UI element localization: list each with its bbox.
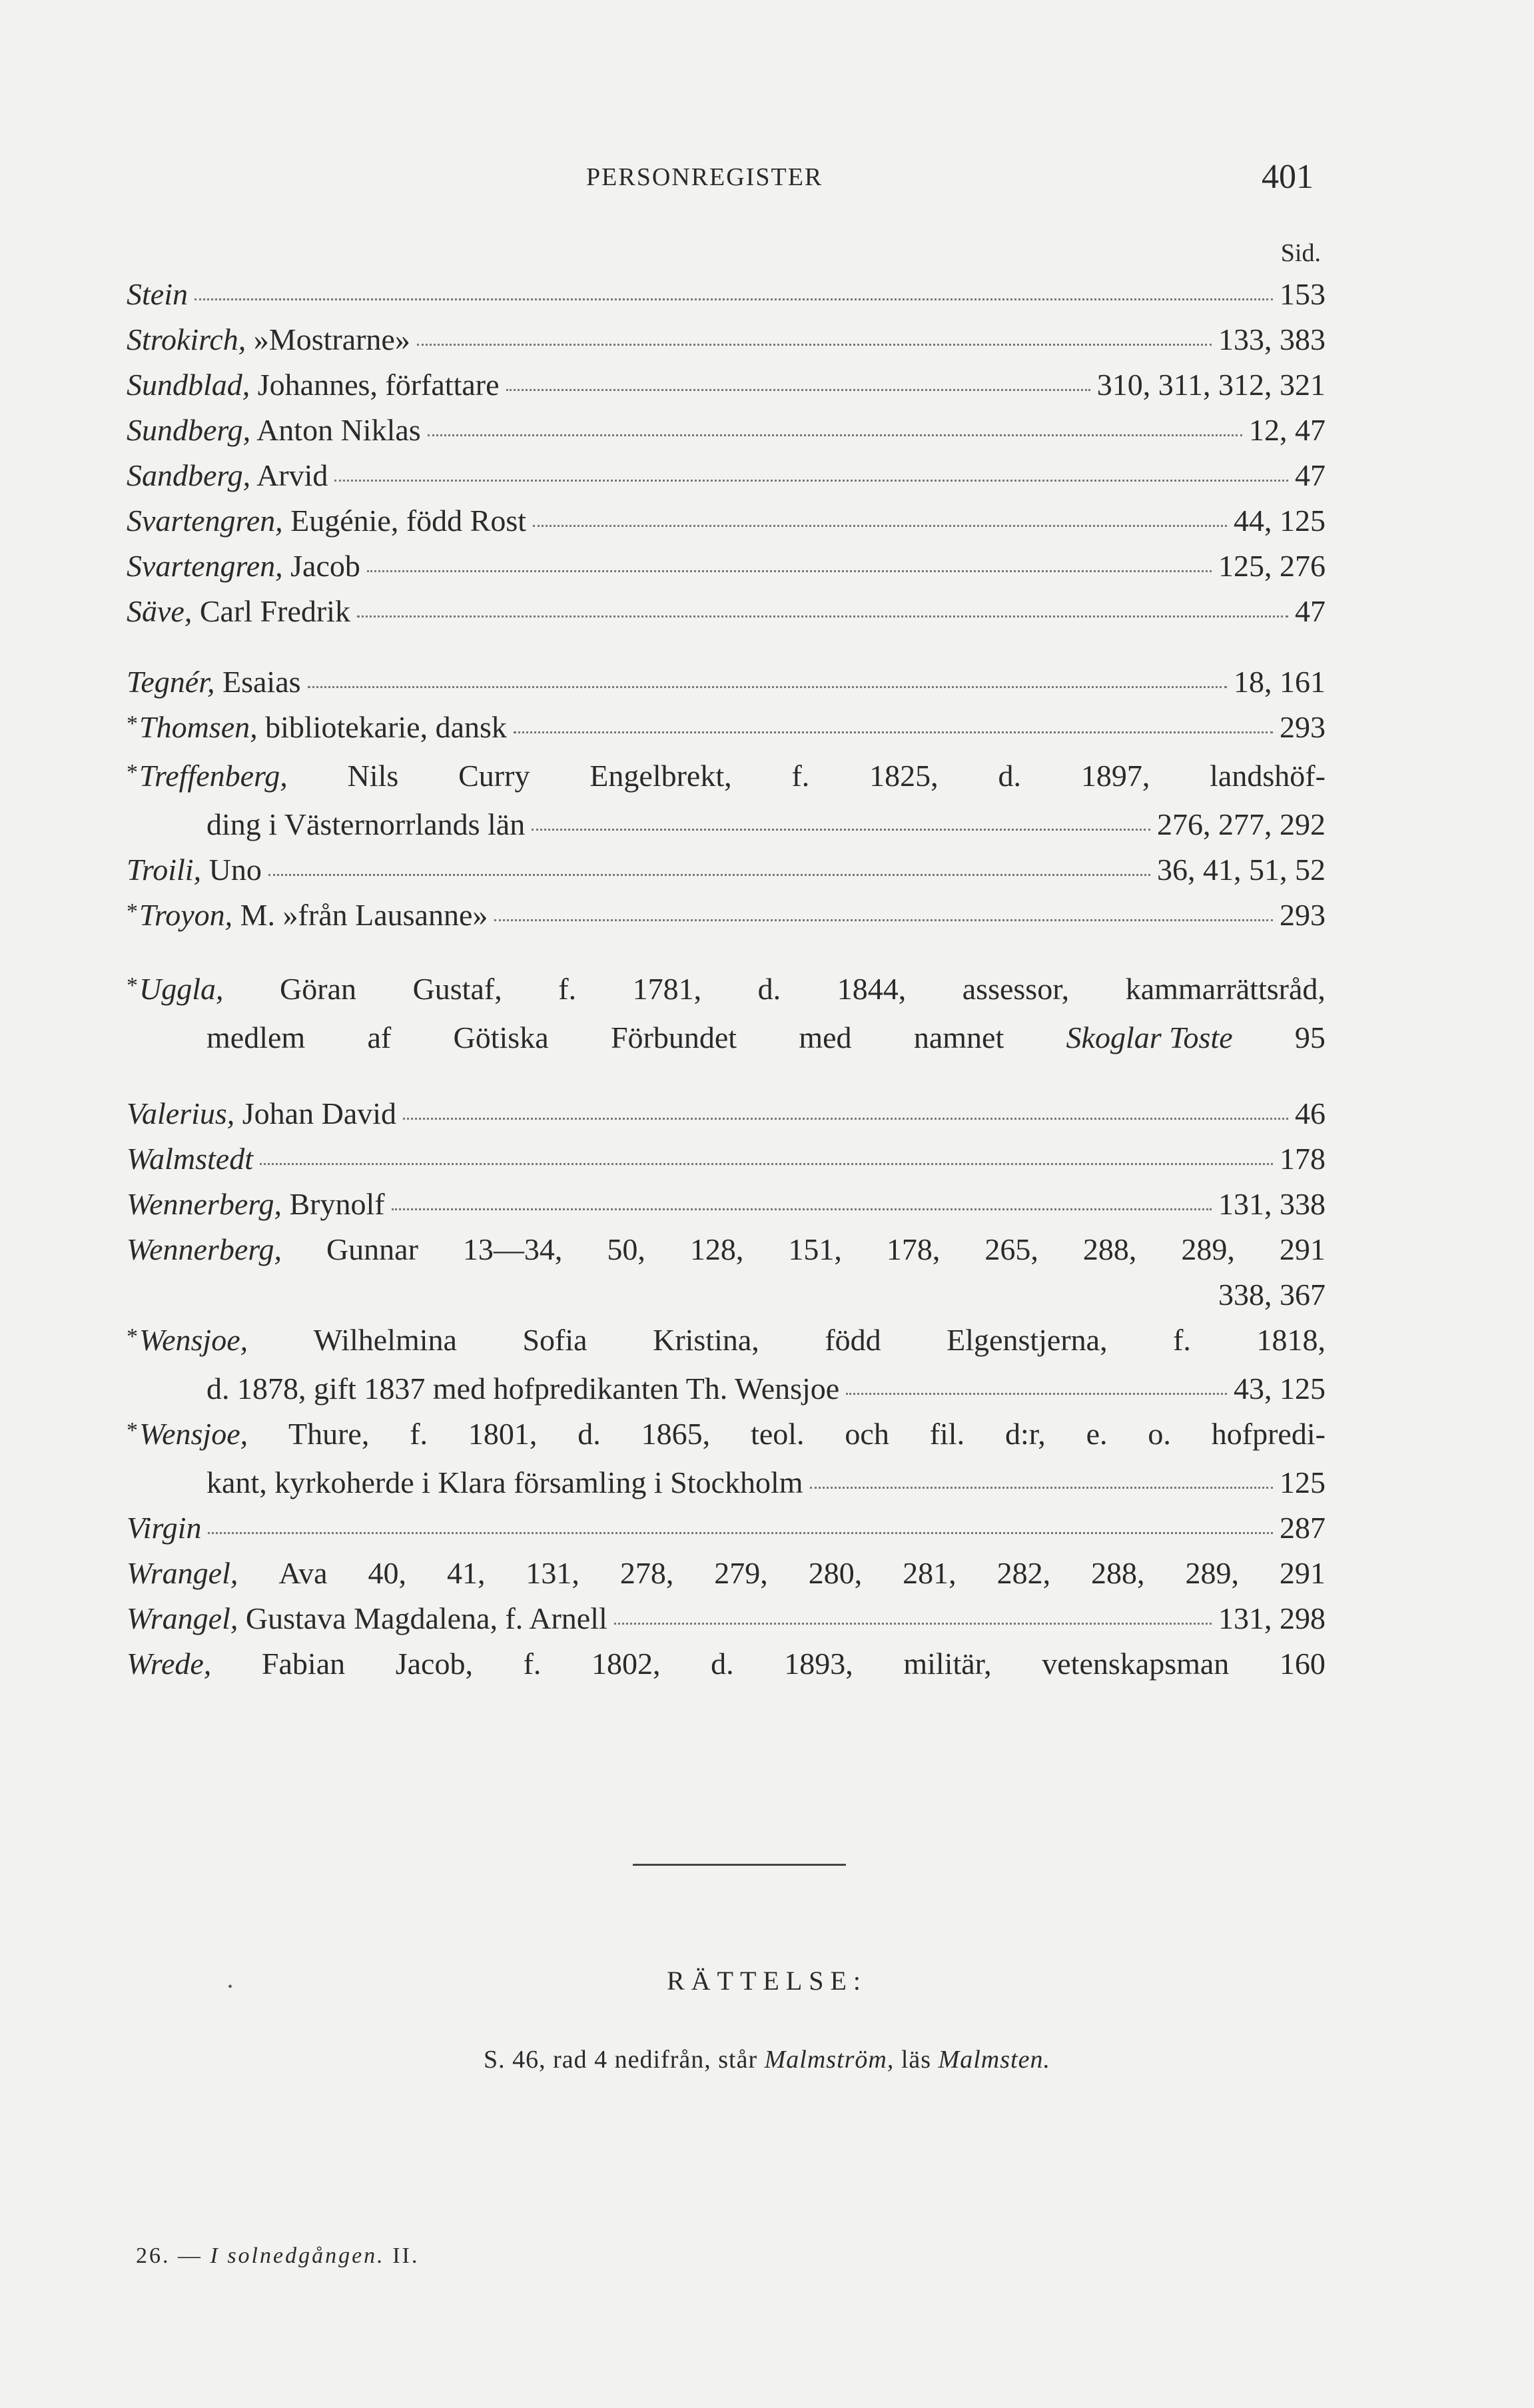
entry-word: 41, xyxy=(446,1556,486,1590)
entry-word: f. xyxy=(791,759,810,793)
entry-pages: 131, 298 xyxy=(1218,1601,1326,1635)
entry-name: Wennerberg, xyxy=(127,1232,282,1266)
sid-label: Sid. xyxy=(1280,239,1321,267)
index-entry xyxy=(127,967,1326,1060)
signature-footer xyxy=(136,2243,419,2269)
entry-pages: 18, 161 xyxy=(1234,665,1326,699)
entry-word: 291 xyxy=(1279,1232,1326,1266)
entry-word: 1818, xyxy=(1256,1323,1326,1357)
footer-book-title: I solnedgången. xyxy=(210,2243,385,2268)
index-entry xyxy=(127,1505,1326,1551)
entry-name: Wensjoe, xyxy=(139,1323,248,1357)
entry-word: d. xyxy=(577,1417,601,1451)
entry-line-justified xyxy=(127,1411,1326,1460)
entry-word: vetenskapsman xyxy=(1042,1647,1230,1681)
entry-name: Sandberg, xyxy=(127,458,251,492)
entry-desc: Eugénie, född Rost xyxy=(282,504,527,538)
entry-word: 13—34, xyxy=(462,1232,563,1266)
entry-pages: 131, 338 xyxy=(1218,1187,1326,1221)
entry-desc: Arvid xyxy=(250,458,328,492)
index-entry xyxy=(127,659,1326,705)
entry-pages: 338, 367 xyxy=(1218,1278,1326,1312)
entry-desc: Johannes, författare xyxy=(250,368,500,402)
entry-line-justified xyxy=(127,967,1326,1015)
errata-part: S. 46, rad 4 nedifrån, står xyxy=(484,2046,765,2074)
entry-name: Troili, xyxy=(127,853,202,887)
entry-word: o. xyxy=(1148,1417,1171,1451)
entry-word: Engelbrekt, xyxy=(589,759,732,793)
entry-pages: 276, 277, 292 xyxy=(1157,807,1326,841)
entry-name: Wennerberg, xyxy=(127,1187,282,1221)
entry-word: 282, xyxy=(996,1556,1051,1590)
entry-desc: Brynolf xyxy=(281,1187,385,1221)
entry-word: 280, xyxy=(808,1556,863,1590)
dot-leader xyxy=(846,1393,1227,1395)
entry-pages: 36, 41, 51, 52 xyxy=(1157,853,1326,887)
entry-pages: 125 xyxy=(1280,1465,1326,1499)
entry-name: Sundberg, xyxy=(127,413,251,447)
entry-italic-name: Skoglar Toste xyxy=(1066,1020,1233,1054)
entry-desc: kant, kyrkoherde i Klara församling i Stockholm xyxy=(206,1465,803,1499)
entry-name: Säve, xyxy=(127,594,192,628)
entry-word: 288, xyxy=(1082,1232,1137,1266)
entry-word: Gunnar xyxy=(326,1232,418,1266)
asterisk-mark: * xyxy=(127,760,138,785)
entry-desc: Gustava Magdalena, f. Arnell xyxy=(238,1601,607,1635)
entry-word: 40, xyxy=(368,1556,406,1590)
entry-name: Wrede, xyxy=(127,1647,212,1681)
entry-pages: 47 xyxy=(1295,458,1326,492)
entry-word: 160 xyxy=(1279,1647,1326,1681)
entry-pages: 293 xyxy=(1280,898,1326,932)
dot-leader xyxy=(357,615,1288,617)
errata-text xyxy=(0,2045,1534,2074)
entry-line-justified xyxy=(127,1318,1326,1366)
index-entry xyxy=(127,362,1326,408)
entry-word: d. xyxy=(998,759,1021,793)
dot-leader xyxy=(260,1163,1273,1165)
entry-line-justified xyxy=(127,753,1326,802)
entry-word: 1825, xyxy=(869,759,939,793)
entry-word: 288, xyxy=(1091,1556,1145,1590)
index-entry xyxy=(127,705,1326,753)
asterisk-mark: * xyxy=(127,1324,138,1349)
entry-pages: 310, 311, 312, 321 xyxy=(1096,368,1326,402)
entry-word: 131, xyxy=(526,1556,579,1590)
entry-name: Svartengren, xyxy=(127,549,283,583)
errata-wrong-word: Malmström, xyxy=(764,2046,895,2074)
entry-word: Fabian xyxy=(261,1647,346,1681)
entry-name: Svartengren, xyxy=(127,504,283,538)
entry-name: Troyon, xyxy=(139,898,233,932)
entry-word: 1781, xyxy=(632,972,702,1006)
entry-word: Ava xyxy=(278,1556,328,1590)
entry-name: Stein xyxy=(127,277,188,311)
dot-leader xyxy=(506,389,1090,391)
dot-leader xyxy=(268,874,1150,876)
dot-leader xyxy=(428,434,1242,436)
entry-pages: 153 xyxy=(1280,277,1326,311)
index-entry xyxy=(127,272,1326,317)
entry-word: teol. xyxy=(751,1417,805,1451)
entry-desc: M. »från Lausanne» xyxy=(232,898,488,932)
entry-word: Nils xyxy=(347,759,399,793)
entry-word: 151, xyxy=(788,1232,842,1266)
entry-word: Göran xyxy=(280,972,357,1006)
entry-word: med xyxy=(799,1020,852,1054)
asterisk-mark: * xyxy=(127,899,138,924)
entry-word: 1865, xyxy=(641,1417,711,1451)
dot-leader xyxy=(417,344,1212,346)
entry-word: Götiska xyxy=(453,1020,549,1054)
dot-leader xyxy=(392,1208,1212,1210)
index-entry xyxy=(127,544,1326,589)
entry-word: d. xyxy=(711,1647,734,1681)
asterisk-mark: * xyxy=(127,711,138,736)
entry-word: namnet xyxy=(913,1020,1004,1054)
entry-word: f. xyxy=(410,1417,428,1451)
entry-name: Thomsen, xyxy=(139,710,258,744)
entry-pages: 178 xyxy=(1280,1142,1326,1176)
index-entry xyxy=(127,1411,1326,1505)
entry-line-justified xyxy=(127,1641,1326,1687)
dot-leader xyxy=(208,1532,1273,1534)
entry-pages: 125, 276 xyxy=(1218,549,1326,583)
entry-pages: 46 xyxy=(1295,1096,1326,1130)
entry-name: Treffenberg, xyxy=(139,759,288,793)
entry-desc: bibliotekarie, dansk xyxy=(257,710,507,744)
entry-word: 128, xyxy=(689,1232,744,1266)
index-entry xyxy=(127,408,1326,453)
entry-desc: Jacob xyxy=(282,549,360,583)
dot-leader xyxy=(533,525,1227,527)
entry-word: 279, xyxy=(714,1556,768,1590)
dot-leader xyxy=(308,686,1227,688)
entry-word: Elgenstjerna, xyxy=(947,1323,1108,1357)
entry-word: f. xyxy=(1173,1323,1191,1357)
entry-word: 178, xyxy=(886,1232,941,1266)
entry-word: 289, xyxy=(1181,1232,1235,1266)
entry-name: Walmstedt xyxy=(127,1142,253,1176)
footer-volume: II. xyxy=(384,2243,420,2268)
entry-word: Thure, xyxy=(288,1417,370,1451)
index-entry xyxy=(127,847,1326,893)
entry-word: hofpredi- xyxy=(1211,1417,1326,1451)
entry-desc: Johan David xyxy=(234,1096,397,1130)
entry-word: Sofia xyxy=(522,1323,587,1357)
entry-word: Kristina, xyxy=(653,1323,759,1357)
entry-name: Tegnér, xyxy=(127,665,215,699)
entry-word: 1844, xyxy=(837,972,907,1006)
index-entry xyxy=(127,893,1326,941)
dot-mark: • xyxy=(228,1980,233,1994)
entry-desc: Carl Fredrik xyxy=(192,594,350,628)
entry-word: Förbundet xyxy=(610,1020,737,1054)
entry-word: landshöf- xyxy=(1210,759,1326,793)
page-header xyxy=(127,157,1326,197)
entry-name: Virgin xyxy=(127,1511,202,1545)
dot-leader xyxy=(367,570,1212,572)
dot-leader xyxy=(532,829,1150,831)
entry-desc: ding i Västernorrlands län xyxy=(206,807,526,841)
entry-word: militär, xyxy=(903,1647,992,1681)
entry-name: Valerius, xyxy=(127,1096,235,1130)
index-entry xyxy=(127,1227,1326,1318)
entry-word: Curry xyxy=(458,759,530,793)
index-entry xyxy=(127,1136,1326,1182)
index-entry xyxy=(127,1182,1326,1227)
entry-word: af xyxy=(367,1020,392,1054)
entry-desc: »Mostrarne» xyxy=(246,322,410,356)
entry-name: Sundblad, xyxy=(127,368,250,402)
entry-word: Wilhelmina xyxy=(313,1323,457,1357)
dot-leader xyxy=(614,1623,1212,1625)
entry-line-justified xyxy=(127,1551,1326,1596)
index-entry xyxy=(127,453,1326,498)
dot-leader xyxy=(403,1118,1288,1120)
index-entry xyxy=(127,1641,1326,1687)
index-entries xyxy=(127,272,1326,1687)
dot-leader xyxy=(810,1487,1273,1489)
entry-word: d:r, xyxy=(1004,1417,1046,1451)
entry-word: 1897, xyxy=(1080,759,1150,793)
entry-word: Jacob, xyxy=(395,1647,473,1681)
index-entry xyxy=(127,1318,1326,1411)
entry-name: Uggla, xyxy=(139,972,224,1006)
entry-pages: 12, 47 xyxy=(1249,413,1326,447)
entry-word: e. xyxy=(1086,1417,1108,1451)
entry-name: Wensjoe, xyxy=(139,1417,248,1451)
dot-leader xyxy=(334,480,1288,482)
entry-word: 50, xyxy=(607,1232,645,1266)
entry-word: d. xyxy=(757,972,781,1006)
entry-word: 265, xyxy=(984,1232,1038,1266)
entry-name: Wrangel, xyxy=(127,1556,238,1590)
entry-name: Wrangel, xyxy=(127,1601,238,1635)
index-entry xyxy=(127,753,1326,847)
entry-word: f. xyxy=(523,1647,542,1681)
index-entry xyxy=(127,317,1326,362)
errata-part: läs xyxy=(894,2046,939,2074)
divider-rule xyxy=(633,1864,846,1866)
entry-name: Strokirch, xyxy=(127,322,246,356)
entry-word: 291 xyxy=(1279,1556,1326,1590)
entry-word: 281, xyxy=(903,1556,957,1590)
entry-word: 1801, xyxy=(468,1417,538,1451)
entry-word: assessor, xyxy=(962,972,1070,1006)
index-entry xyxy=(127,1596,1326,1641)
asterisk-mark: * xyxy=(127,1418,138,1443)
entry-word: född xyxy=(825,1323,881,1357)
index-entry xyxy=(127,1091,1326,1136)
entry-pages: 44, 125 xyxy=(1234,504,1326,538)
index-entry xyxy=(127,589,1326,634)
entry-pages: 133, 383 xyxy=(1218,322,1326,356)
entry-word: f. xyxy=(558,972,577,1006)
index-entry xyxy=(127,1551,1326,1596)
entry-word: 278, xyxy=(619,1556,674,1590)
entry-pages: 287 xyxy=(1280,1511,1326,1545)
entry-word: Gustaf, xyxy=(412,972,502,1006)
index-entry xyxy=(127,498,1326,544)
entry-word: fil. xyxy=(929,1417,965,1451)
entry-desc: Anton Niklas xyxy=(250,413,421,447)
entry-word: 1893, xyxy=(784,1647,853,1681)
running-title: PERSONREGISTER xyxy=(586,163,823,191)
dot-leader xyxy=(494,919,1273,921)
errata-heading: RÄTTELSE: xyxy=(666,1966,868,1996)
dot-leader xyxy=(514,731,1273,733)
entry-pages: 95 xyxy=(1294,1020,1326,1054)
footer-signature: 26. — xyxy=(136,2243,210,2268)
entry-line-justified xyxy=(127,1015,1326,1060)
entry-desc: Esaias xyxy=(214,665,301,699)
entry-line-justified xyxy=(127,1227,1326,1272)
entry-word: kammarrättsråd, xyxy=(1125,972,1326,1006)
entry-pages: 43, 125 xyxy=(1234,1372,1326,1405)
entry-desc: Uno xyxy=(201,853,262,887)
dot-leader xyxy=(194,298,1273,300)
entry-word: 1802, xyxy=(591,1647,661,1681)
errata-correct-word: Malmsten. xyxy=(938,2046,1050,2074)
entry-word: 289, xyxy=(1185,1556,1239,1590)
entry-pages: 293 xyxy=(1280,710,1326,744)
entry-word: och xyxy=(845,1417,889,1451)
entry-pages: 47 xyxy=(1295,594,1326,628)
entry-word: medlem xyxy=(206,1020,306,1054)
page-number: 401 xyxy=(1262,158,1314,196)
entry-desc: d. 1878, gift 1837 med hofpredikanten Th. Wensjoe xyxy=(206,1372,840,1405)
asterisk-mark: * xyxy=(127,973,138,998)
